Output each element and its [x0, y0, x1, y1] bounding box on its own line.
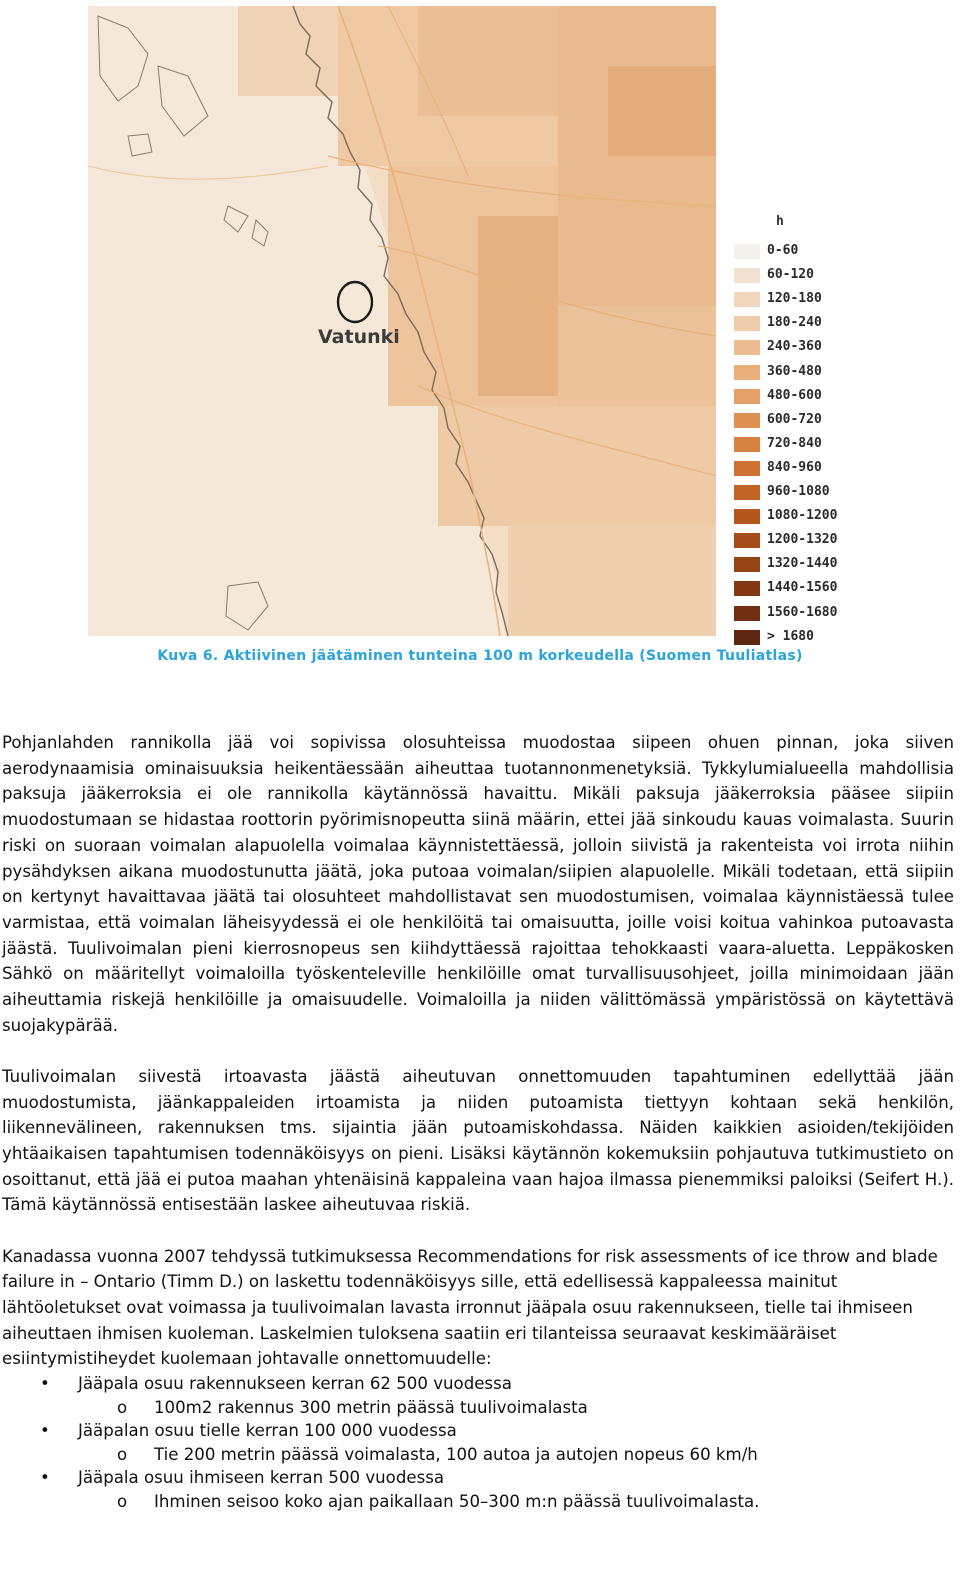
body-text: [2, 730, 954, 1513]
legend-label: 720-840: [767, 435, 822, 451]
legend-swatch: [734, 606, 760, 621]
icing-cell: [478, 216, 558, 396]
legend-swatch: [734, 389, 760, 404]
list-item-text: Jääpala osuu ihmiseen kerran 500 vuodessa: [78, 1468, 445, 1488]
sub-list-item: o 100m2 rakennus 300 metrin päässä tuulivoimalasta: [2, 1396, 954, 1420]
paragraph: Tuulivoimalan siivestä irtoavasta jäästä aiheutuvan onnettomuuden tapahtuminen edellyttää jään muodostumista, jäänkappaleiden irtoamista ja niiden putoamista tiettyyn kohtaan sekä henkilön, liikennevälineen, rakennuksen tms. sijaintia jään putoamiskohdassa. Näiden kaikkien asioiden/tekijöiden yhtäaikaisen tapahtumisen todennäköisyys on pieni. Lisäksi käytännön kokemuksiin pohjautuva tutkimustieto on osoittanut, että jää ei putoa maahan yhtenäisinä kappaleina vaan hajoa ilmassa pienemmiksi paloiksi (Seifert H.). Tämä käytännössä entisestään laskee aiheutuvaa riskiä.: [2, 1066, 954, 1215]
list-item: [2, 1372, 954, 1419]
legend-item: [734, 555, 864, 575]
legend-swatch: [734, 630, 760, 645]
sub-list-item: o Ihminen seisoo koko ajan paikallaan 50–300 m:n päässä tuulivoimalasta.: [2, 1490, 954, 1514]
legend-label: 180-240: [767, 315, 822, 331]
legend-swatch: [734, 557, 760, 572]
legend-label: 360-480: [767, 363, 822, 379]
legend-label: 960-1080: [767, 484, 830, 499]
legend-label: 1440-1560: [767, 580, 838, 596]
figure: [88, 6, 860, 644]
legend-swatch: [734, 509, 760, 524]
legend-item: [734, 290, 864, 310]
legend-swatch: [734, 581, 760, 596]
legend-swatch: [734, 316, 760, 331]
paragraph: Pohjanlahden rannikolla jää voi sopivissa olosuhteissa muodostaa siipeen ohuen pinnan, joka siiven aerodynaamisia ominaisuuksia heikentäessään aiheuttaa tuotannonmenetyksiä. Tykkylumialueella mahdollisia paksuja jääkerroksia ei ole rannikolla käytännössä havaittu. Mikäli paksuja jääkerroksia pääsee siipiin muodostumaan se hidastaa roottorin pyörimisnopeutta siinä määrin, ettei jää sinkoudu kauas voimalasta. Suurin riski on suoraan voimalan alapuolella voimalaa käynnistettäessä, jolloin siivistä ja rakenteista voi irrota niihin pysähdyksen aikana muodostunutta jäätä, joka putoaa voimalan/siipien alapuolelle. Mikäli todetaan, että siipiin on kertynyt havaittavaa jäätä tai olosuhteet mahdollistavat sen muodostumisen, voimalaa käynnistäessä tulee varmistaa, että voimalan läheisyydessä ei ole henkilöitä tai omaisuutta, joille voisi koitua vahinkoa putoavasta jäästä. Tuulivoimalan pieni kierrosnopeus sen kiihdyttäessä rajoittaa tehokkaasti vaara-aluetta. Leppäkosken Sähkö on määritellyt voimaloilla työskenteleville henkilöille omat turvallisuusohjeet, joilla minimoidaan jään aiheuttamia riskejä henkilöille ja omaisuudelle. Voimaloilla ja niiden välittömässä ympäristössä on käytettävä suojakypärää.: [2, 733, 954, 1035]
legend-label: 1560-1680: [767, 604, 838, 620]
legend-item: [734, 363, 864, 383]
figure-caption: Kuva 6. Aktiivinen jäätäminen tunteina 100 m korkeudella (Suomen Tuuliatlas): [157, 648, 803, 664]
legend-item: [734, 387, 864, 407]
legend-label: 600-720: [767, 411, 822, 427]
icing-cell: [238, 6, 338, 96]
legend-label: 1320-1440: [767, 556, 838, 572]
legend-label: 1080-1200: [767, 508, 838, 524]
legend-title: h: [776, 214, 784, 229]
legend-label: > 1680: [767, 628, 814, 644]
legend-item: [734, 411, 864, 431]
legend-item: [734, 628, 864, 648]
legend-swatch: [734, 461, 760, 476]
legend-label: 60-120: [767, 267, 814, 283]
legend-item: [734, 314, 864, 334]
list-item: [2, 1466, 954, 1513]
icing-map: [88, 6, 716, 636]
legend-item: [734, 435, 864, 455]
list-item: [2, 1419, 954, 1466]
legend-item: [734, 507, 864, 527]
legend-swatch: [734, 437, 760, 452]
legend-swatch: [734, 485, 760, 500]
legend-item: [734, 483, 864, 503]
legend-swatch: [734, 533, 760, 548]
legend-swatch: [734, 244, 760, 259]
legend-swatch: [734, 340, 760, 355]
legend-swatch: [734, 413, 760, 428]
legend-label: 0-60: [767, 243, 799, 258]
legend-swatch: [734, 365, 760, 380]
legend-item: [734, 604, 864, 624]
legend-item: [734, 531, 864, 551]
legend-item: [734, 459, 864, 479]
legend-item: [734, 266, 864, 286]
paragraph: Kanadassa vuonna 2007 tehdyssä tutkimuksessa Recommendations for risk assessments of ice throw and blade failure in – Ontario (Timm D.) on laskettu todennäköisyys sille, että edellisessä kappaleessa mainitut lähtöoletukset ovat voimassa ja tuulivoimalan lavasta irronnut jääpala osuu rakennukseen, tielle tai ihmiseen aiheuttaen ihmisen kuoleman. Laskelmien tuloksena saatiin eri tilanteissa seuraavat keskimääräiset esiintymistiheydet kuolemaan johtavalle onnettomuudelle:: [2, 1246, 938, 1369]
legend-item: [734, 338, 864, 358]
legend-swatch: [734, 292, 760, 307]
legend-item: [734, 579, 864, 599]
legend-label: 240-360: [767, 339, 822, 355]
legend-item: [734, 242, 864, 262]
legend-swatch: [734, 268, 760, 283]
list-item-text: Jääpalan osuu tielle kerran 100 000 vuodessa: [78, 1421, 457, 1441]
legend-label: 1200-1320: [767, 532, 838, 548]
legend-label: 480-600: [767, 387, 822, 403]
icing-cell: [608, 66, 716, 156]
list-item-text: Jääpala osuu rakennukseen kerran 62 500 vuodessa: [78, 1374, 512, 1394]
legend-label: 840-960: [767, 459, 822, 475]
icing-cell: [508, 526, 716, 636]
risk-list: [2, 1372, 954, 1513]
sub-list-item: o Tie 200 metrin päässä voimalasta, 100 autoa ja autojen nopeus 60 km/h: [2, 1443, 954, 1467]
legend-label: 120-180: [767, 291, 822, 307]
vatunki-label: Vatunki: [318, 326, 400, 348]
